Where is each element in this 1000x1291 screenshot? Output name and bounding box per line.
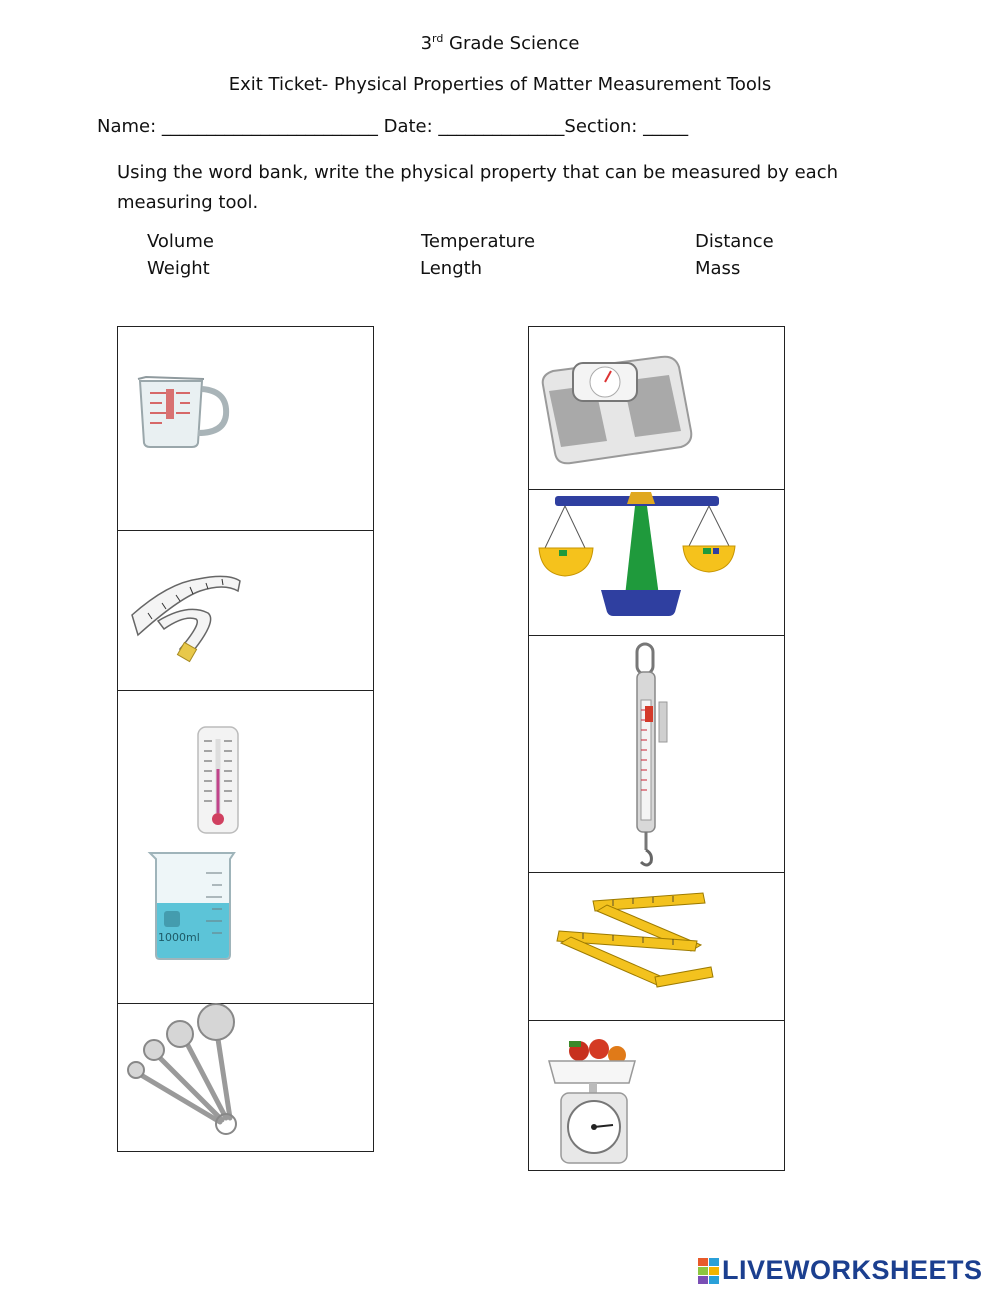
beaker-icon [146, 849, 238, 961]
measuring-cup-icon [136, 375, 231, 450]
word-bank-length: Length [420, 258, 483, 279]
name-date-section-line: Name: ________________________ Date: ______________Section: _____ [97, 116, 689, 137]
kitchen-scale-icon [549, 1035, 639, 1167]
folding-ruler-icon [553, 887, 713, 997]
tool-cell-measuring-cup [118, 327, 373, 530]
word-bank-volume: Volume [147, 231, 214, 252]
tape-measure-icon [128, 563, 248, 663]
balance-scale-icon [535, 490, 735, 618]
word-bank-weight: Weight [147, 258, 210, 279]
worksheet-title: 3rd Grade Science [420, 32, 580, 54]
tool-cell-bathroom-scale [529, 327, 784, 489]
left-tools-table [117, 326, 374, 1152]
liveworksheets-brand[interactable]: LIVEWORKSHEETS [722, 1255, 983, 1285]
tool-cell-measuring-spoons [118, 1003, 373, 1151]
right-tools-table [528, 326, 785, 1171]
tool-cell-thermometer-beaker [118, 690, 373, 1004]
word-bank-mass: Mass [695, 258, 741, 279]
instructions-text: Using the word bank, write the physical property that can be measured by each measuring tool. [117, 162, 839, 213]
bathroom-scale-icon [537, 351, 695, 469]
tool-cell-balance-scale [529, 489, 784, 636]
tool-cell-spring-scale [529, 635, 784, 873]
beaker-label: 1000ml [158, 931, 200, 944]
spring-scale-icon [631, 640, 691, 872]
tool-cell-folding-ruler [529, 872, 784, 1021]
word-bank-distance: Distance [695, 231, 774, 252]
liveworksheets-logo-icon [698, 1258, 720, 1284]
tool-cell-tape-measure [118, 530, 373, 691]
measuring-spoons-icon [122, 1002, 242, 1142]
worksheet-subtitle: Exit Ticket- Physical Properties of Matter Measurement Tools [228, 74, 772, 95]
word-bank-temperature: Temperature [421, 231, 536, 252]
thermometer-icon [196, 725, 240, 835]
tool-cell-kitchen-scale [529, 1020, 784, 1171]
